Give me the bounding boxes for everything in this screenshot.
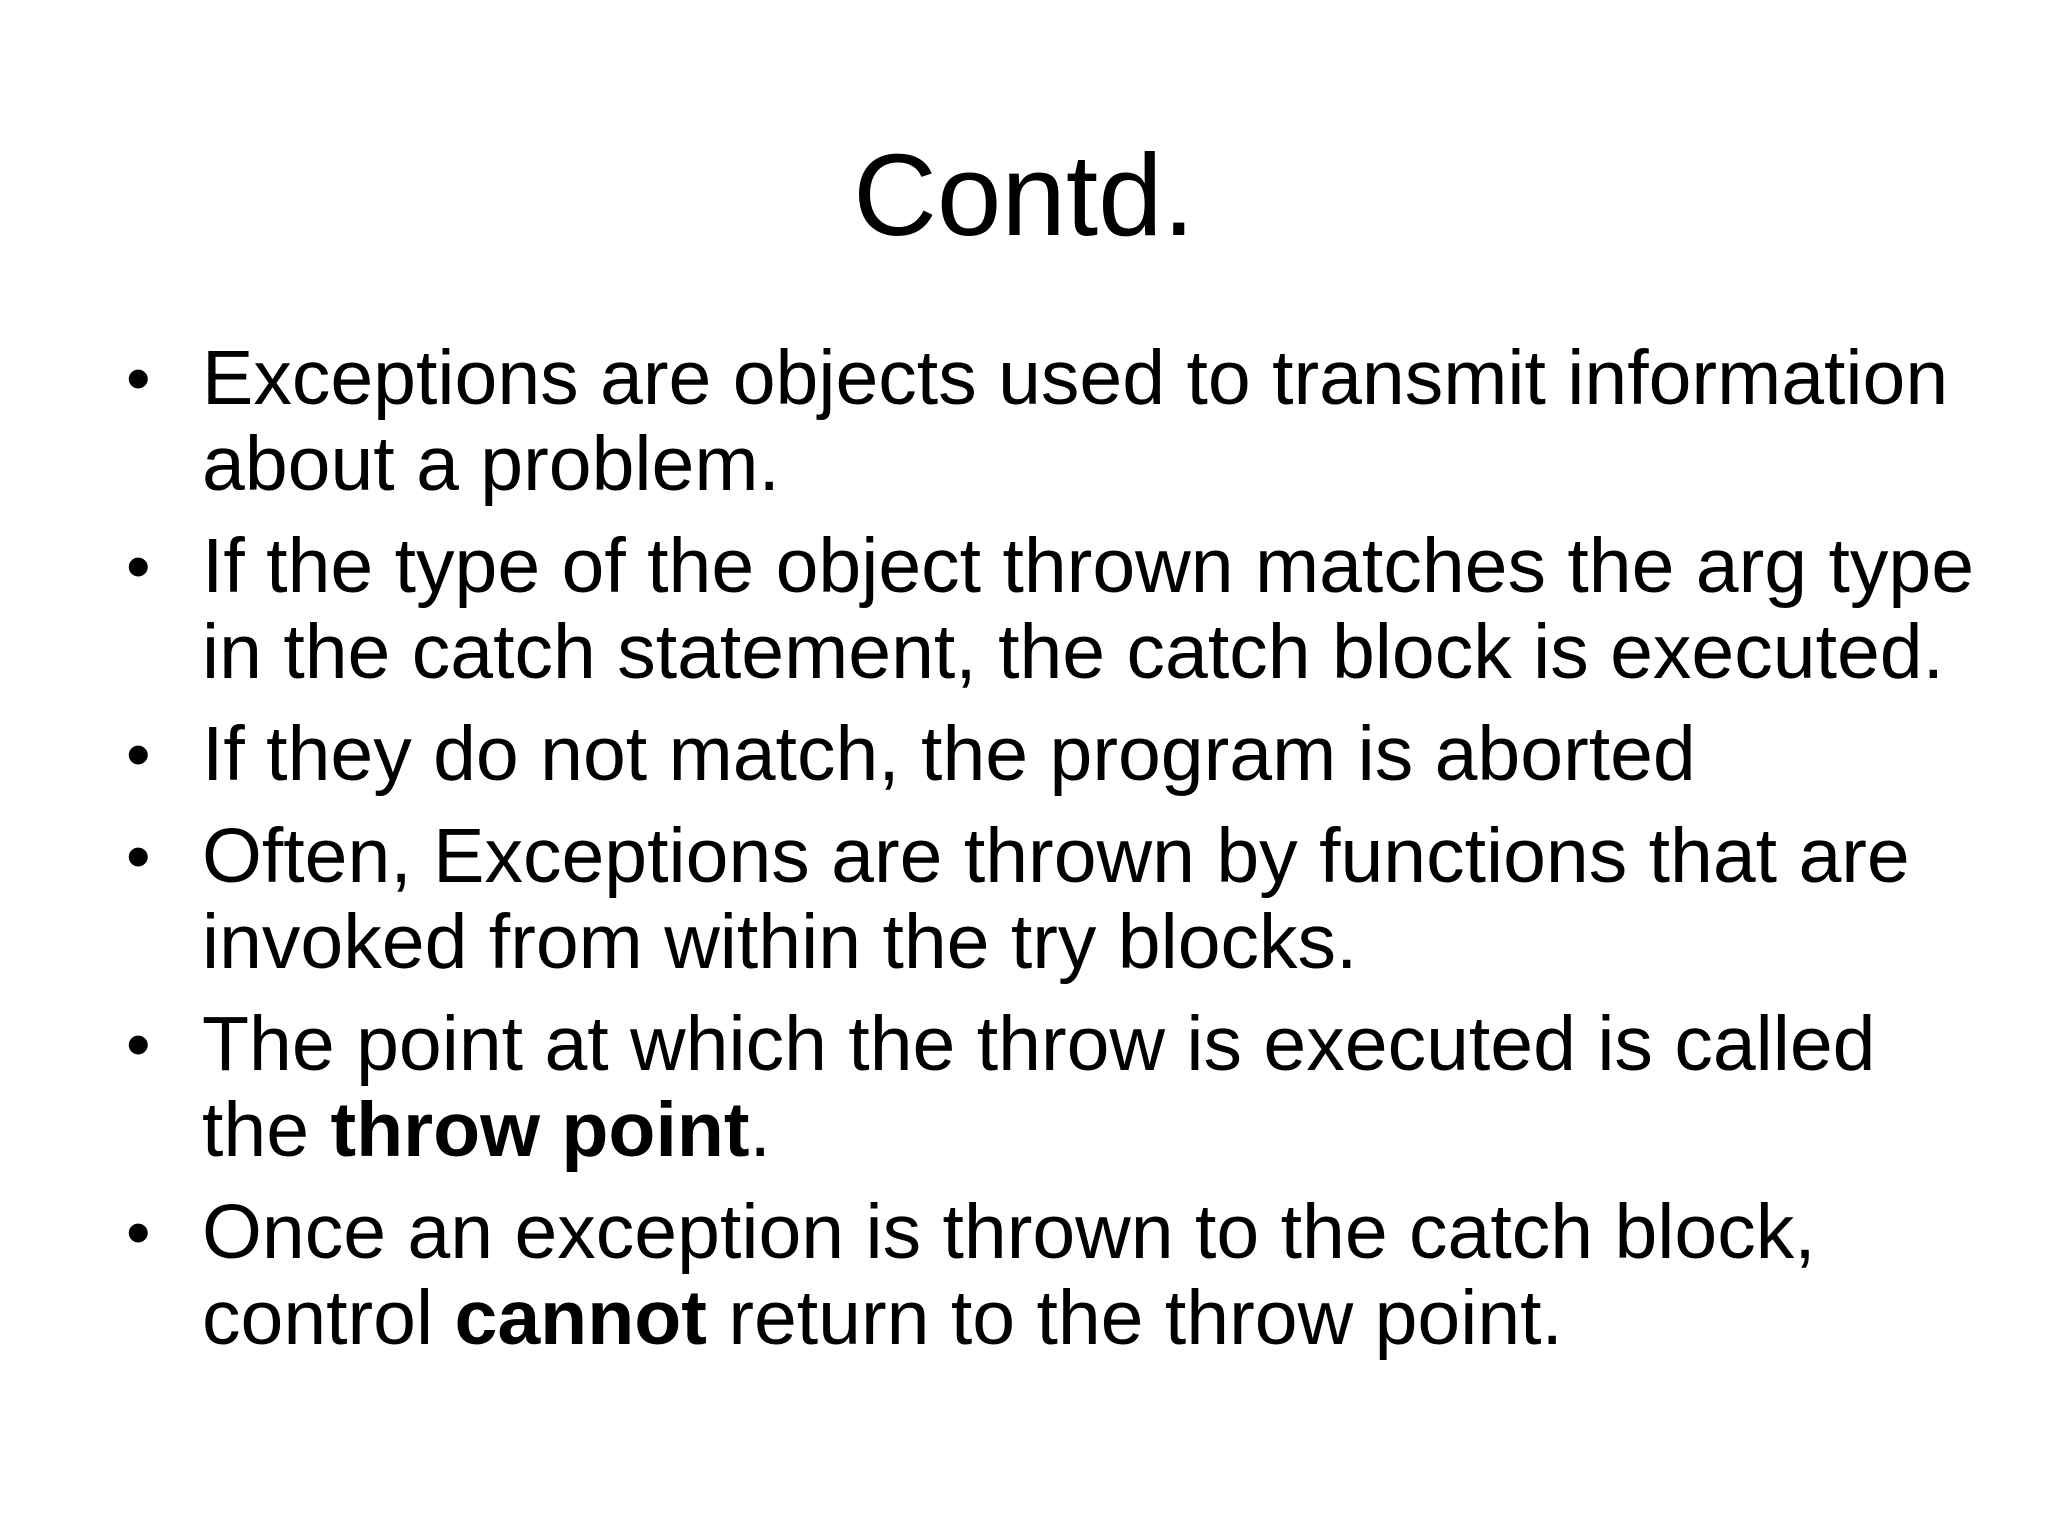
- bullet-text-after: .: [749, 1087, 771, 1173]
- bullet-text: [202, 1001, 1876, 1173]
- bullet-text-bold-throw-point: throw point: [330, 1087, 750, 1173]
- bullet-text: If the type of the object thrown matches the arg type in the catch statement, the catch block is executed.: [202, 523, 1975, 695]
- bullet-text-after: return to the throw point.: [706, 1275, 1563, 1361]
- bullet-list: [120, 335, 2000, 1377]
- slide-title: Contd.: [853, 130, 1195, 260]
- bullet-item: [120, 335, 2000, 507]
- bullet-dot-icon: •: [126, 1193, 151, 1271]
- bullet-dot-icon: •: [126, 339, 151, 417]
- bullet-text: [202, 1189, 1816, 1361]
- bullet-item: [120, 1189, 2000, 1361]
- bullet-item: [120, 523, 2000, 695]
- bullet-dot-icon: •: [126, 715, 151, 793]
- bullet-item: [120, 1001, 2000, 1173]
- bullet-item: [120, 813, 2000, 985]
- bullet-text: Exceptions are objects used to transmit information about a problem.: [202, 335, 1949, 507]
- bullet-dot-icon: •: [126, 1005, 151, 1083]
- bullet-text: Often, Exceptions are thrown by functions that are invoked from within the try blocks.: [202, 813, 1910, 985]
- bullet-text-before: Once an exception is thrown to the catch block, control: [202, 1189, 1816, 1361]
- bullet-text-before: The point at which the throw is executed is called the: [202, 1001, 1876, 1173]
- bullet-item: [120, 711, 2000, 797]
- bullet-text: If they do not match, the program is aborted: [202, 711, 1696, 797]
- bullet-text-bold-cannot: cannot: [454, 1275, 707, 1361]
- bullet-dot-icon: •: [126, 527, 151, 605]
- bullet-dot-icon: •: [126, 817, 151, 895]
